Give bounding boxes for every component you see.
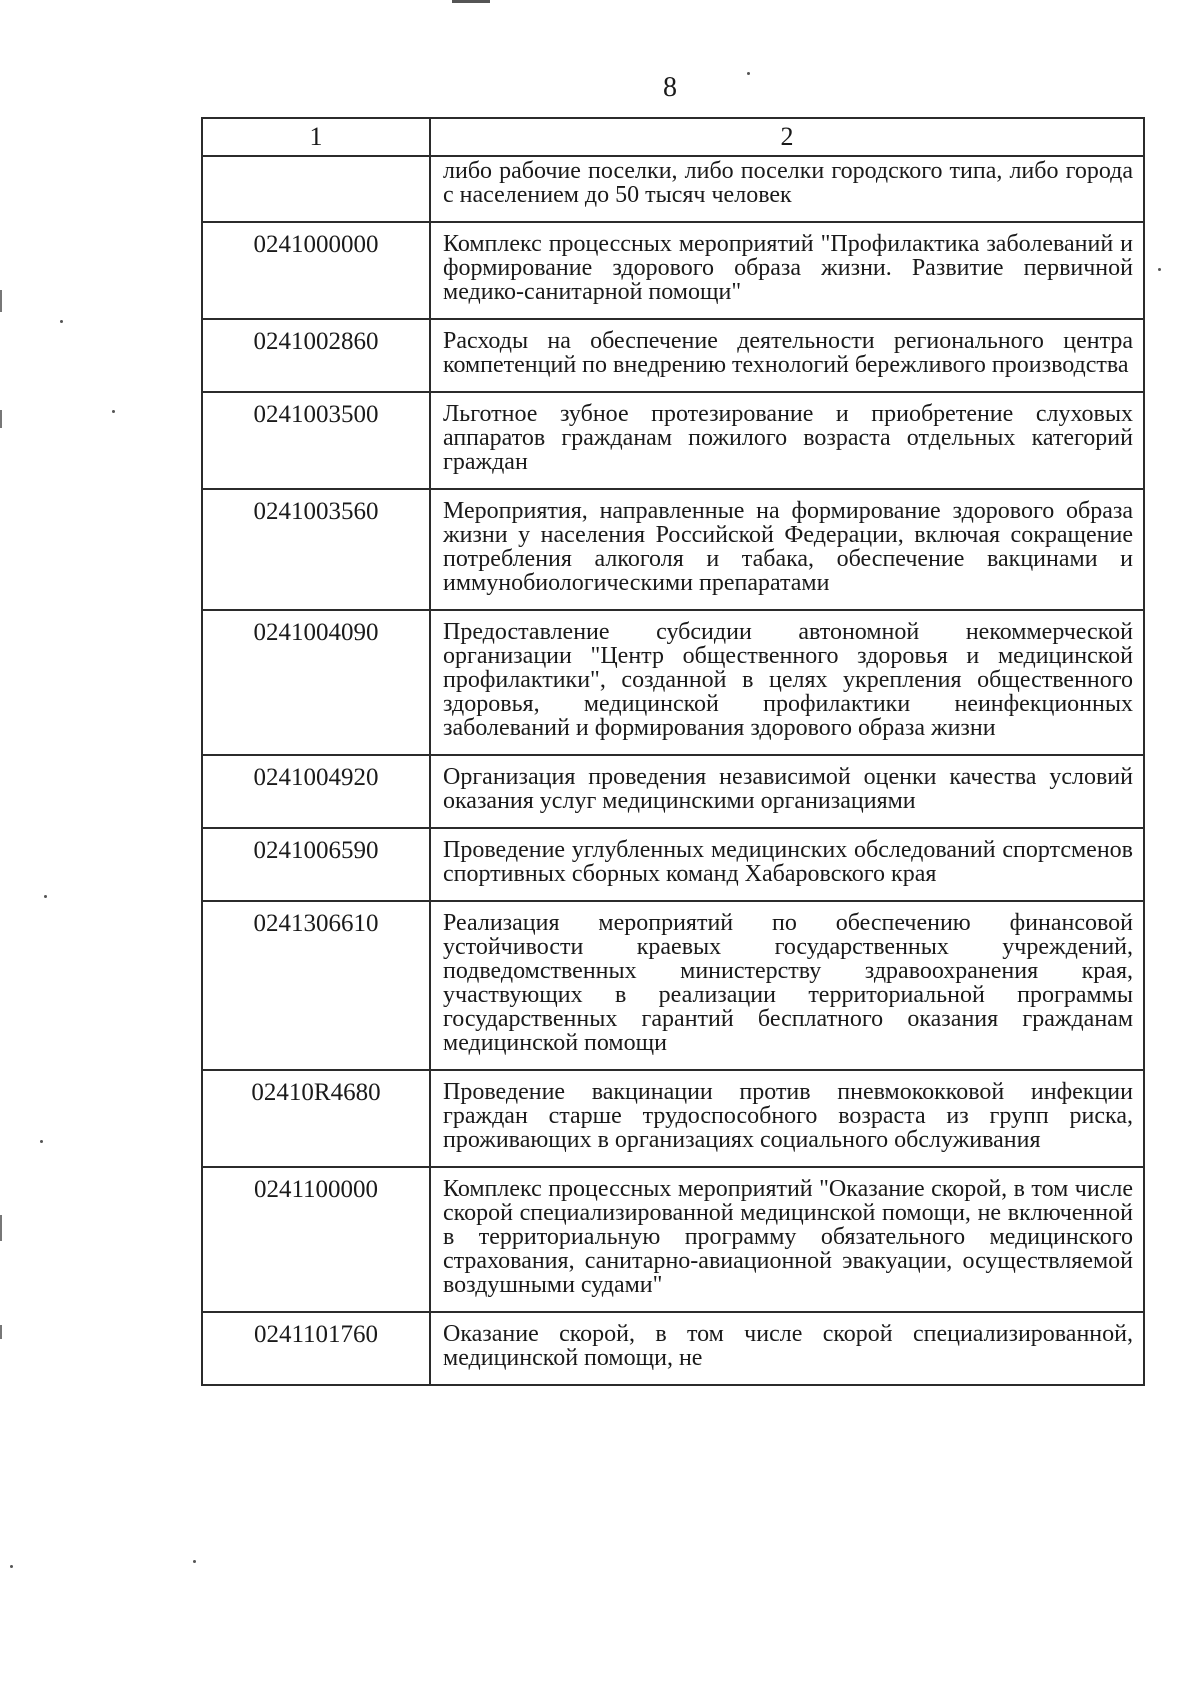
table-row — [202, 222, 1144, 319]
table-row — [202, 489, 1144, 610]
table-row — [202, 319, 1144, 392]
row-code: 0241003500 — [202, 392, 430, 489]
scan-artifact-dot — [193, 1560, 196, 1563]
row-code: 0241002860 — [202, 319, 430, 392]
row-description: Расходы на обеспечение деятельности регионального центра компетенций по внедрению технологий бережливого производства — [430, 319, 1144, 392]
table-row — [202, 1312, 1144, 1385]
table-row — [202, 828, 1144, 901]
scan-artifact-dot — [10, 1565, 13, 1568]
table-row — [202, 392, 1144, 489]
table-row — [202, 1070, 1144, 1167]
page-number: 8 — [663, 72, 677, 103]
row-code: 0241004920 — [202, 755, 430, 828]
scan-artifact-mark — [0, 290, 2, 312]
row-description: Комплекс процессных мероприятий "Оказание скорой, в том числе скорой специализированной медицинской помощи, не включенной в территориальную программу обязательного медицинского страхования, санитарно-авиационной эвакуации, осуществляемой воздушными судами" — [430, 1167, 1144, 1312]
scan-artifact-dot — [747, 72, 750, 75]
row-code: 0241006590 — [202, 828, 430, 901]
table-row — [202, 755, 1144, 828]
scan-artifact-dot — [44, 895, 47, 898]
row-code: 02410R4680 — [202, 1070, 430, 1167]
table-row — [202, 901, 1144, 1070]
empty-code-cell — [202, 156, 430, 222]
scan-artifact-dot — [1158, 268, 1161, 271]
scan-artifact-mark — [0, 410, 2, 428]
row-description: Мероприятия, направленные на формирование здорового образа жизни у населения Российской Федерации, включая сокращение потребления алкоголя и табака, обеспечение вакцинами и иммунобиологическими препаратами — [430, 489, 1144, 610]
row-description: Проведение вакцинации против пневмококковой инфекции граждан старше трудоспособного возраста из групп риска, проживающих в организациях социального обслуживания — [430, 1070, 1144, 1167]
scan-artifact-dot — [112, 410, 115, 413]
table-row — [202, 1167, 1144, 1312]
row-code: 0241003560 — [202, 489, 430, 610]
row-description: Проведение углубленных медицинских обследований спортсменов спортивных сборных команд Хабаровского края — [430, 828, 1144, 901]
continuation-row — [202, 156, 1144, 222]
row-description: Предоставление субсидии автономной некоммерческой организации "Центр общественного здоровья и медицинской профилактики", созданной в целях укрепления общественного здоровья, медицинской профилактики неинфекционных заболеваний и формирования здорового образа жизни — [430, 610, 1144, 755]
row-code: 0241100000 — [202, 1167, 430, 1312]
row-code: 0241306610 — [202, 901, 430, 1070]
column-header-1: 1 — [202, 118, 430, 156]
row-description: Комплекс процессных мероприятий "Профилактика заболеваний и формирование здорового образа жизни. Развитие первичной медико-санитарной помощи" — [430, 222, 1144, 319]
scan-artifact-dot — [60, 320, 63, 323]
row-description: Оказание скорой, в том числе скорой специализированной, медицинской помощи, не — [430, 1312, 1144, 1385]
scan-artifact-dot — [40, 1140, 43, 1143]
column-header-2: 2 — [430, 118, 1144, 156]
row-code: 0241000000 — [202, 222, 430, 319]
scan-artifact-mark — [0, 1325, 2, 1339]
budget-classification-table — [201, 117, 1145, 1386]
row-description: Льготное зубное протезирование и приобретение слуховых аппаратов гражданам пожилого возраста отдельных категорий граждан — [430, 392, 1144, 489]
table-row — [202, 610, 1144, 755]
scan-artifact-dash — [452, 0, 490, 3]
scan-artifact-mark — [0, 1215, 2, 1241]
table-header-row — [202, 118, 1144, 156]
row-description: Реализация мероприятий по обеспечению финансовой устойчивости краевых государственных учреждений, подведомственных министерству здравоохранения края, участвующих в реализации территориальной программы государственных гарантий бесплатного оказания гражданам медицинской помощи — [430, 901, 1144, 1070]
row-code: 0241004090 — [202, 610, 430, 755]
row-description: Организация проведения независимой оценки качества условий оказания услуг медицинскими организациями — [430, 755, 1144, 828]
continuation-text: либо рабочие поселки, либо поселки городского типа, либо города с населением до 50 тысяч человек — [430, 156, 1144, 222]
row-code: 0241101760 — [202, 1312, 430, 1385]
